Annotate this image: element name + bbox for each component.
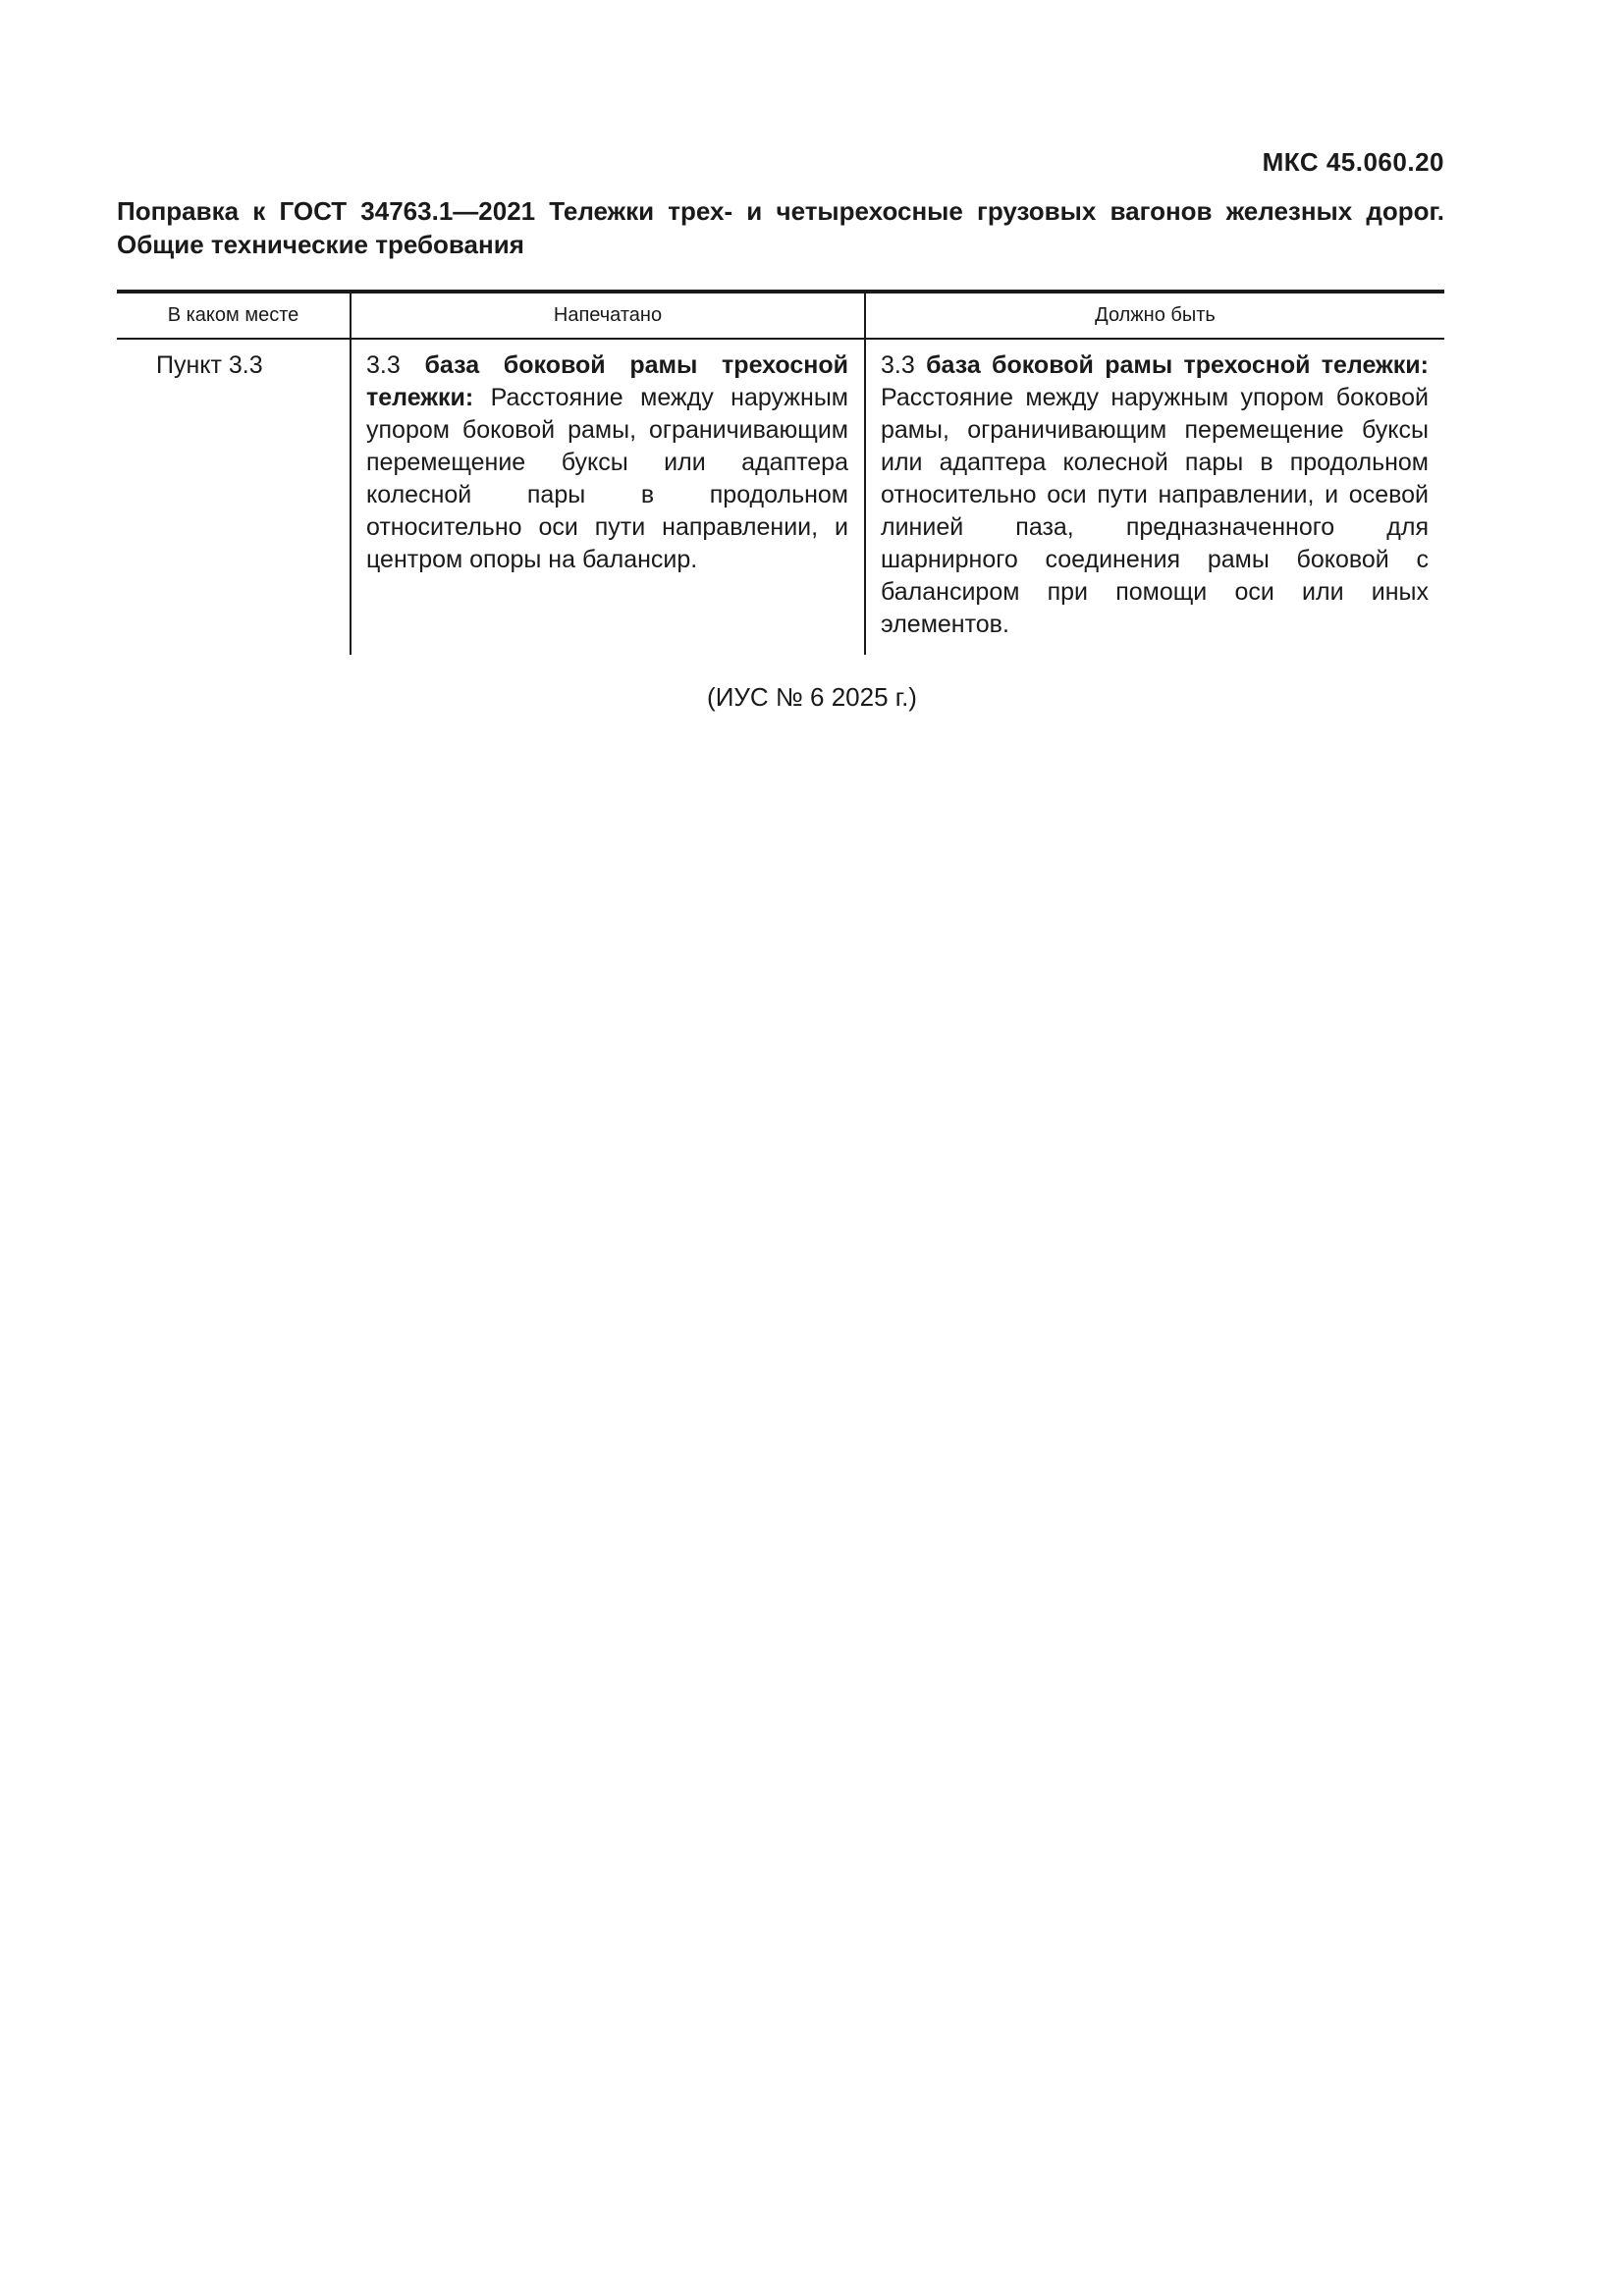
should-be-term: база боковой рамы трехосной тележки:: [926, 351, 1429, 379]
printed-cell: [351, 339, 865, 655]
mks-code: МКС 45.060.20: [1262, 147, 1444, 177]
should-be-clause-number: 3.3: [881, 351, 915, 379]
document-title: Поправка к ГОСТ 34763.1—2021 Тележки трех- и четырехосные грузовых вагонов железных дорог. Общие технические требования: [117, 196, 1444, 259]
printed-definition: Расстояние между наружным упором боковой рамы, ограничивающим перемещение буксы или адаптера колесной пары в продольном относительно оси пути направлении, и центром опоры на балансир.: [366, 384, 848, 573]
ius-reference: (ИУС № 6 2025 г.): [707, 682, 917, 712]
location-cell: Пункт 3.3: [156, 351, 263, 379]
column-header-location: В каком месте: [117, 292, 351, 339]
correction-table: [117, 290, 1444, 655]
should-be-definition: Расстояние между наружным упором боковой рамы, ограничивающим перемещение буксы или адаптера колесной пары в продольном относительно оси пути направлении, и осевой линией паза, предназначенного для шарнирного соединения рамы боковой с балансиром при помощи оси или иных элементов.: [881, 384, 1429, 638]
printed-clause-number: 3.3: [366, 351, 401, 379]
printed-term: база боковой рамы трехосной тележки:: [366, 351, 849, 411]
table-header-row: [117, 292, 1444, 339]
column-header-should-be: Должно быть: [865, 292, 1444, 339]
should-be-cell: [865, 339, 1444, 655]
column-header-printed: Напечатано: [351, 292, 865, 339]
table-row: [117, 339, 1444, 655]
